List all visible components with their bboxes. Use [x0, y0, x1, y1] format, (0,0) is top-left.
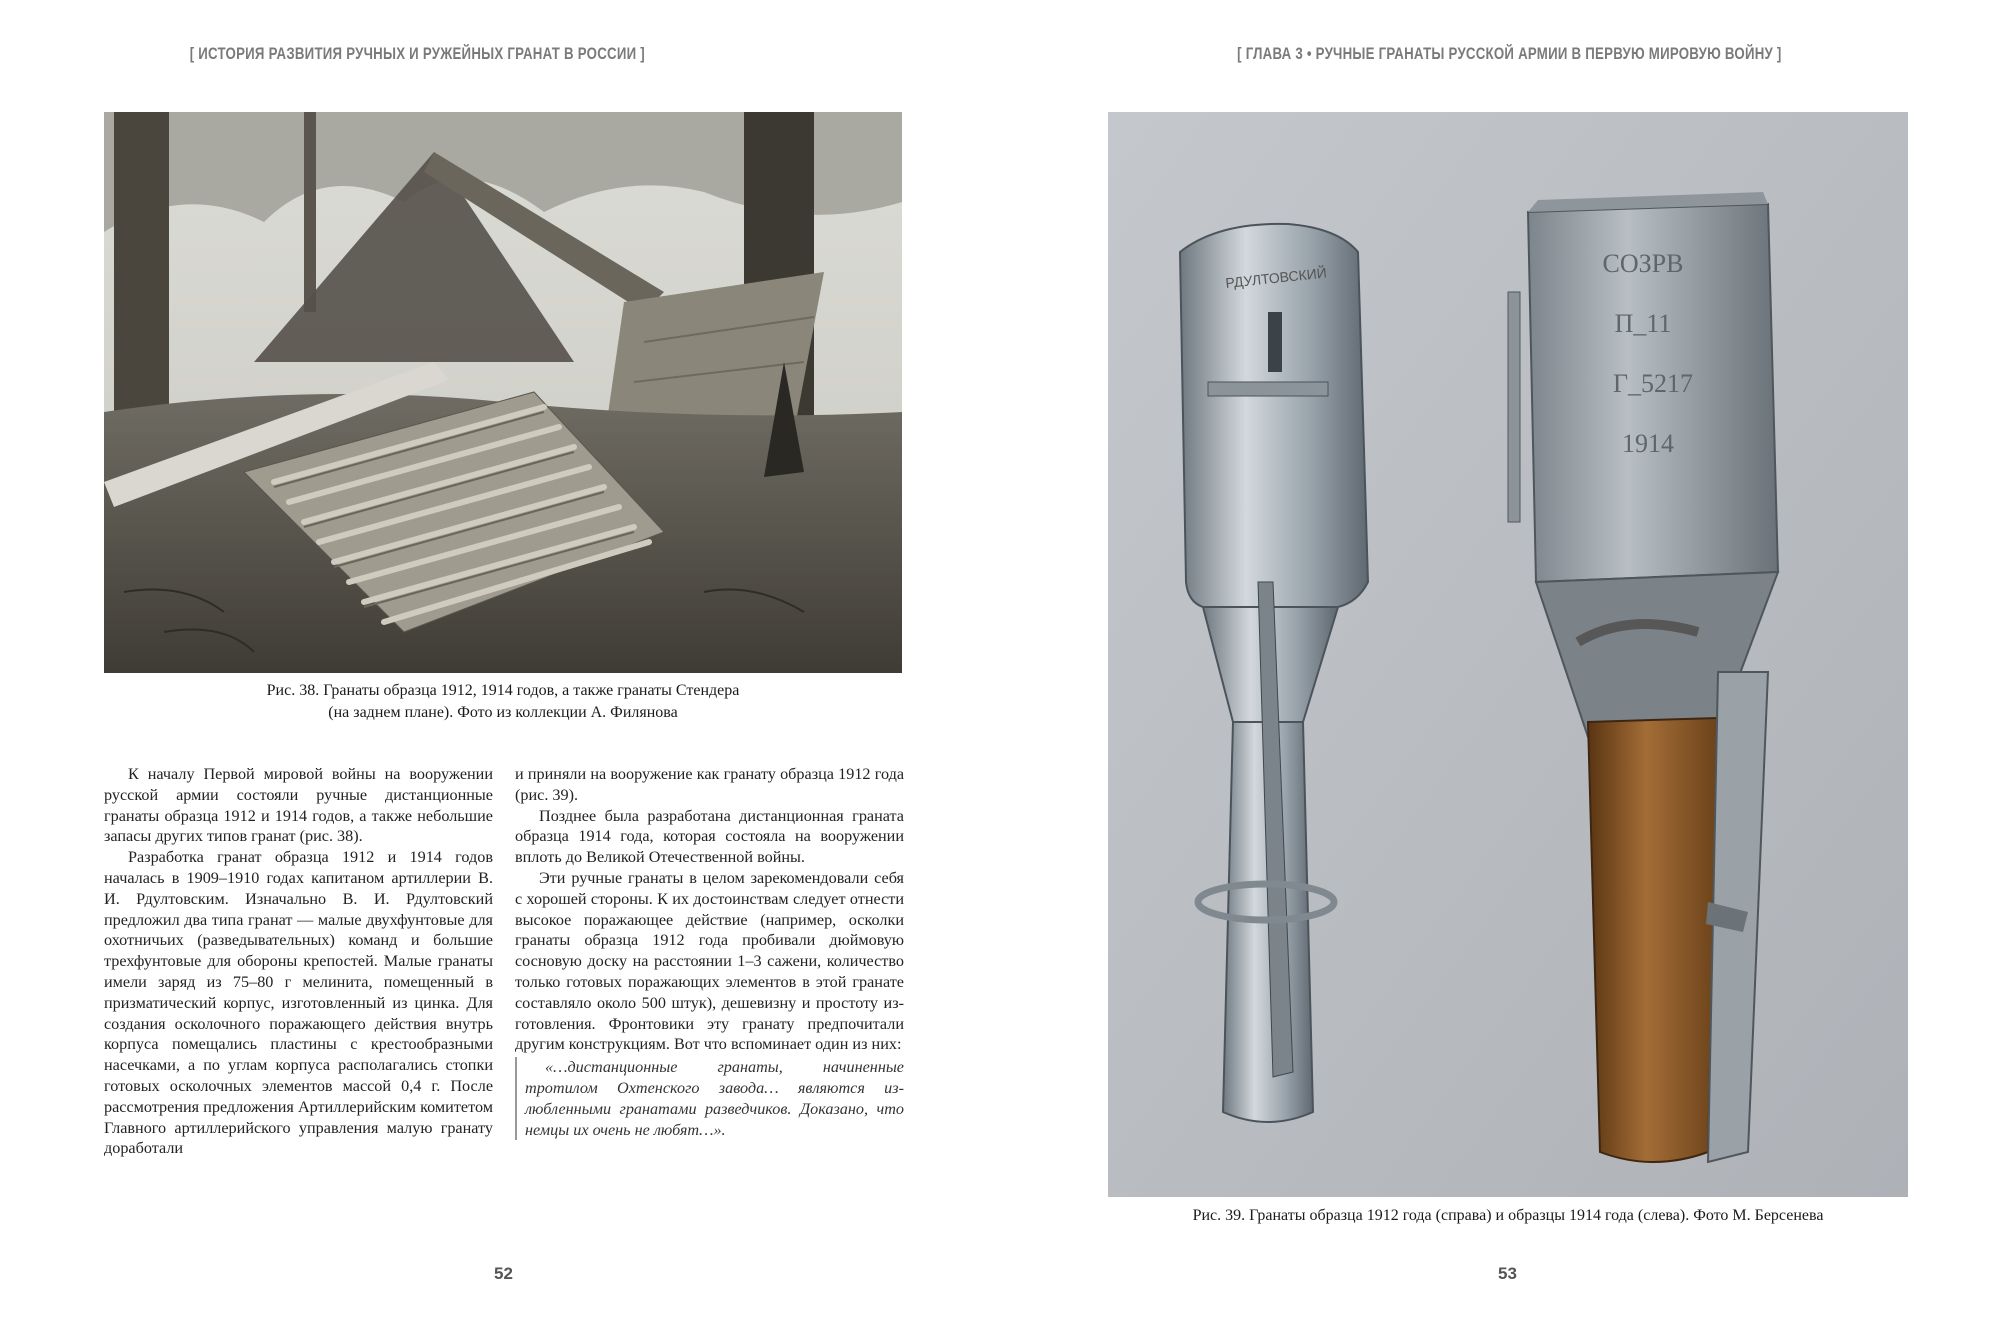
- right-page: [1000, 0, 2000, 1333]
- paragraph: К началу Первой мировой войны на вооружении русской армии состояли ручные дистанционные гранаты образца 1912 и 1914 годов, а также небольшие запасы других типов гранат (рис. 38).: [104, 765, 493, 846]
- paragraph: Эти ручные гранаты в целом зарекомендовали себя с хорошей стороны. К их достоинствам следует отнести высокое поражающее действие (например, осколки гранаты образца 1912 года пробивали дюймовую сосновую доску на расстоянии 1–3 сажени, количество только готовых поражающих элементов в этой гранате составляло около 500 штук), дешевизну и простоту изготовления. Фронтовики эту гранату предпочитали другим конструкциям. Вот что вспоминает один из них:: [515, 868, 904, 1054]
- caption-line-1: Рис. 38. Гранаты образца 1912, 1914 годов, а также гранаты Стендера: [266, 682, 740, 699]
- stamp-line-2: П_11: [1614, 309, 1672, 338]
- figure-38-caption: [104, 680, 902, 724]
- paragraph: Позднее была разработана дистанционная граната образца 1914 года, которая состояла на вооружении вплоть до Великой Отечественной войны.: [515, 806, 904, 867]
- text-column-1: [104, 764, 493, 1159]
- figure-38-photo: [104, 112, 902, 673]
- grenades-closeup-image: [1108, 112, 1908, 1197]
- forest-grenades-image: [104, 112, 902, 673]
- page-number-right: 53: [1498, 1264, 1517, 1283]
- stamp-line-4: 1914: [1622, 429, 1674, 458]
- figure-39-caption: Рис. 39. Гранаты образца 1912 года (справа) и образцы 1914 года (слева). Фото М. Берсенева: [1192, 1207, 1824, 1224]
- stamp-line-1: СОЗРВ: [1602, 249, 1684, 278]
- caption-line-2: (на заднем плане). Фото из коллекции А. Филянова: [328, 704, 678, 721]
- paragraph: и приняли на вооружение как гранату образца 1912 года (рис. 39).: [515, 765, 904, 804]
- running-head-right: [ ГЛАВА 3 • РУЧНЫЕ ГРАНАТЫ РУССКОЙ АРМИИ В ПЕРВУЮ МИРОВУЮ ВОЙНУ ]: [1237, 44, 1782, 63]
- text-column-2: [515, 764, 904, 1140]
- page-number-left: 52: [494, 1264, 513, 1283]
- cap-text: РДУЛТОВСКИЙ: [1224, 264, 1328, 291]
- quote-block: «…дистанционные гранаты, начиненные тротилом Охтенского завода… являются излюбленными гранатами разведчиков. Доказано, что немцы их очень не любят…».: [515, 1057, 904, 1140]
- stamp-line-3: Г_5217: [1612, 369, 1694, 398]
- running-head-left: [ ИСТОРИЯ РАЗВИТИЯ РУЧНЫХ И РУЖЕЙНЫХ ГРАНАТ В РОССИИ ]: [189, 44, 645, 63]
- figure-39-photo: [1108, 112, 1908, 1197]
- paragraph: Разработка гранат образца 1912 и 1914 годов началась в 1909–1910 годах капитаном артиллерии В. И. Рдултовским. Изначально В. И. Рдултовский предложил два типа гранат — малые двухфунтовые для охотничьих (разведывательных) команд и большие трехфунтовые для обороны крепостей. Малые гранаты имели заряд из 75–80 г мелинита, помещенный в призматический корпус, изготовленный из цинка. Для создания осколочного поражающего действия внутрь корпуса помещались пластины с крестообразными насечками, а по углам корпуса располагались стопки готовых осколочных элементов массой 0,4 г. После рассмотрения предложения Артиллерийским комитетом Главного артиллерийского управления малую гранату доработали: [104, 848, 493, 1158]
